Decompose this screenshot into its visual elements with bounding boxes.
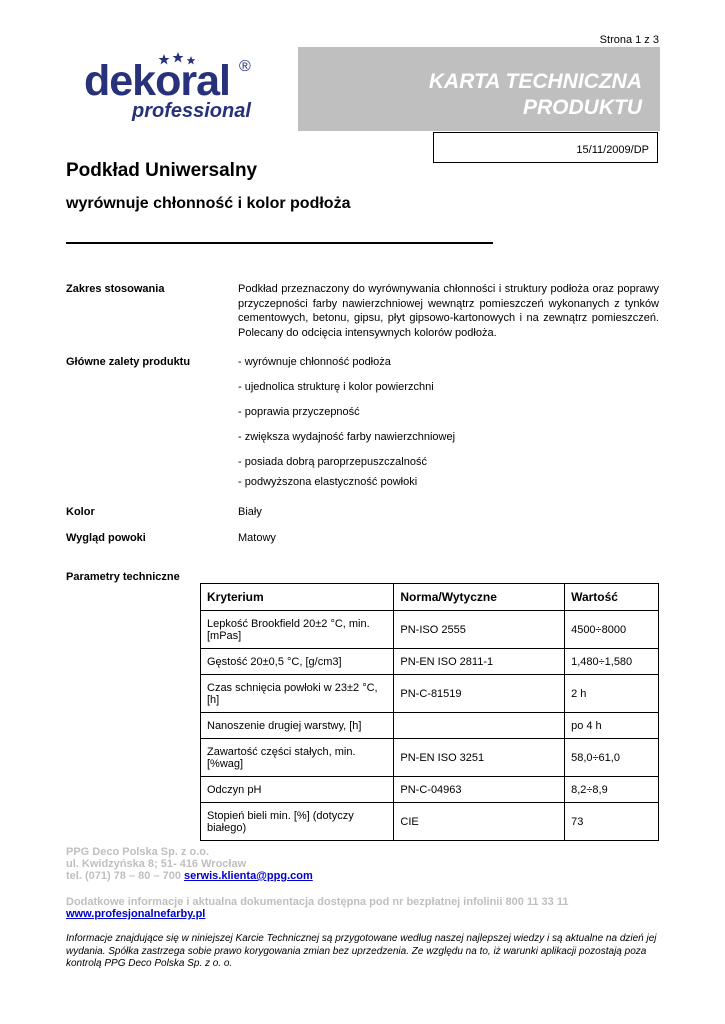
- table-row: [201, 611, 659, 649]
- table-cell: PN-C-81519: [394, 675, 565, 713]
- table-cell: PN-EN ISO 3251: [394, 739, 565, 777]
- table-cell: Odczyn pH: [201, 777, 394, 803]
- website-link[interactable]: www.profesjonalnefarby.pl: [66, 908, 206, 920]
- table-cell: 1,480÷1,580: [565, 649, 659, 675]
- table-cell: CIE: [394, 803, 565, 841]
- document-type-banner: [298, 47, 660, 131]
- table-cell: Zawartość części stałych, min.[%wag]: [201, 739, 394, 777]
- table-cell: Gęstość 20±0,5 °C, [g/cm3]: [201, 649, 394, 675]
- column-header: Kryterium: [201, 584, 394, 611]
- table-cell: 2 h: [565, 675, 659, 713]
- advantage-item: - poprawia przyczepność: [238, 406, 360, 418]
- finish-label: Wygląd powoki: [66, 532, 146, 544]
- table-cell: PN-EN ISO 2811-1: [394, 649, 565, 675]
- page-number: Strona 1 z 3: [599, 34, 659, 46]
- dekoral-logo: [84, 56, 284, 126]
- banner-line-1: KARTA TECHNICZNA: [428, 70, 642, 93]
- table-cell: Stopień bieli min. [%] (dotyczy białego): [201, 803, 394, 841]
- logo-subtitle: professional: [132, 100, 251, 122]
- application-text: Podkład przeznaczony do wyrównywania chłonności i struktury podłoża oraz poprawy przyczepności farby nawierzchniowej wewnątrz pomieszczeń wykonanych z tynków cementowych, betonu, gipsu, płyt gipsowo-kartonowych i na zewnątrz pomieszczeń. Polecany do odcięcia intensywnych kolorów podłoża.: [238, 283, 659, 339]
- finish-value: Matowy: [238, 532, 276, 544]
- table-cell: Czas schnięcia powłoki w 23±2 °C, [h]: [201, 675, 394, 713]
- company-phone: tel. (071) 78 – 80 – 700: [66, 870, 181, 882]
- disclaimer: Informacje znajdujące się w niniejszej Karcie Technicznej są przygotowane według naszej najlepszej wiedzy i są aktualne na dzień jej wydania. Spółka zastrzega sobie prawo korygowania zmian bez uprzedzenia. Ze względu na to, iż warunki aplikacji pozostają poza kontrolą PPG Deco Polska Sp. z o. o.: [66, 933, 657, 969]
- table-cell: Lepkość Brookfield 20±2 °C, min. [mPas]: [201, 611, 394, 649]
- table-cell: Nanoszenie drugiej warstwy, [h]: [201, 713, 394, 739]
- color-label: Kolor: [66, 506, 95, 518]
- company-name: PPG Deco Polska Sp. z o.o.: [66, 846, 210, 858]
- title-divider: [66, 242, 493, 244]
- column-header: Wartość: [565, 584, 659, 611]
- table-row: [201, 777, 659, 803]
- table-row: [201, 803, 659, 841]
- company-address: ul. Kwidzyńska 8; 51- 416 Wrocław: [66, 858, 247, 870]
- logo-word: dekoral: [84, 57, 230, 105]
- email-link[interactable]: serwis.klienta@ppg.com: [184, 870, 313, 882]
- table-cell: 4500÷8000: [565, 611, 659, 649]
- date-code-box: 15/11/2009/DP: [433, 132, 658, 163]
- table-cell: PN-C-04963: [394, 777, 565, 803]
- technical-parameters-label: Parametry techniczne: [66, 571, 180, 583]
- banner-line-2: PRODUKTU: [523, 96, 642, 119]
- advantage-item: - zwiększa wydajność farby nawierzchniowej: [238, 431, 456, 443]
- advantage-item: - podwyższona elastyczność powłoki: [238, 476, 418, 488]
- product-subtitle: wyrównuje chłonność i kolor podłoża: [66, 195, 351, 212]
- advantage-item: - wyrównuje chłonność podłoża: [238, 356, 391, 368]
- table-cell: 58,0÷61,0: [565, 739, 659, 777]
- advantages-label: Główne zalety produktu: [66, 356, 191, 368]
- table-cell: po 4 h: [565, 713, 659, 739]
- advantage-item: - posiada dobrą paroprzepuszczalność: [238, 456, 427, 468]
- color-value: Biały: [238, 506, 262, 518]
- column-header: Norma/Wytyczne: [394, 584, 565, 611]
- table-row: [201, 649, 659, 675]
- table-row: [201, 739, 659, 777]
- product-title: Podkład Uniwersalny: [66, 160, 258, 181]
- company-contact: [66, 870, 313, 882]
- table-cell: [394, 713, 565, 739]
- table-cell: 73: [565, 803, 659, 841]
- technical-parameters-table: [200, 583, 659, 841]
- table-header-row: [201, 584, 659, 611]
- advantage-item: - ujednolica strukturę i kolor powierzchni: [238, 381, 434, 393]
- website-row: [66, 908, 205, 920]
- registered-mark: ®: [239, 58, 251, 75]
- table-cell: 8,2÷8,9: [565, 777, 659, 803]
- table-row: [201, 675, 659, 713]
- table-row: [201, 713, 659, 739]
- application-label: Zakres stosowania: [66, 283, 165, 295]
- info-line: Dodatkowe informacje i aktualna dokumentacja dostępna pod nr bezpłatnej infolinii 800 11 33 11: [66, 896, 569, 908]
- table-cell: PN-ISO 2555: [394, 611, 565, 649]
